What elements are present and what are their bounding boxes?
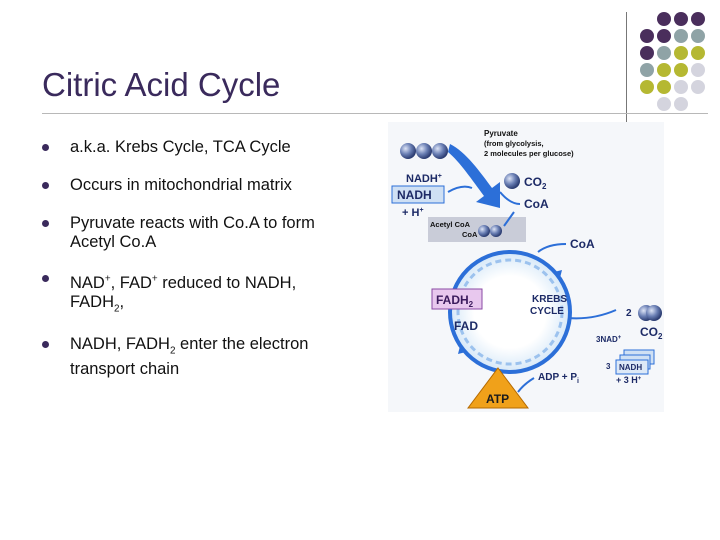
- decor-dot: [674, 80, 688, 94]
- co2-molecule: [504, 173, 520, 189]
- bullet-text-part: NADH, FADH: [70, 334, 170, 353]
- three-h-label: + 3 H+: [616, 375, 642, 385]
- co2-molecule: [646, 305, 662, 321]
- three-label: 3: [606, 362, 611, 371]
- bullet-text-part: Occurs in mitochondrial matrix: [70, 176, 292, 194]
- pyruvate-molecule: [432, 143, 448, 159]
- bullet-text-part: enter the electron transport chain: [70, 334, 309, 379]
- bullet-item: [42, 269, 352, 318]
- decor-dot: [691, 80, 705, 94]
- bullet-dot: [42, 144, 49, 151]
- krebs-label-1: KREBS: [532, 294, 568, 305]
- bullet-dot: [42, 220, 49, 227]
- nadh-plus-label: NADH+: [406, 173, 442, 185]
- decor-dot: [674, 97, 688, 111]
- decor-dot: [674, 29, 688, 43]
- fad-label: FAD: [454, 319, 478, 333]
- bullet-item: [42, 138, 352, 157]
- bullet-dot: [42, 275, 49, 282]
- decor-dot: [657, 46, 671, 60]
- two-label: 2: [626, 308, 632, 319]
- adp-label: ADP + $P_i$: [538, 372, 579, 385]
- pyruvate-label: Pyruvate: [484, 129, 518, 138]
- bullet-text-part: +: [104, 273, 111, 284]
- nadh-box-label: NADH: [397, 188, 432, 202]
- decor-dot: [640, 80, 654, 94]
- pyruvate-molecule: [416, 143, 432, 159]
- title-rule: [42, 113, 708, 114]
- bullet-item: [42, 335, 352, 379]
- h-plus-label: + H+: [402, 207, 424, 219]
- pyruvate-molecule: [400, 143, 416, 159]
- bullet-text-part: 2: [169, 345, 176, 357]
- bullet-list: [42, 138, 352, 379]
- decor-dot: [657, 29, 671, 43]
- bullet-text: [70, 214, 315, 251]
- decor-dot: [640, 29, 654, 43]
- acetyl-coa-sub-label: CoA: [462, 230, 478, 239]
- decor-dot: [674, 63, 688, 77]
- decor-dot: [640, 63, 654, 77]
- bullet-item: [42, 214, 352, 252]
- bullet-text: [70, 138, 291, 156]
- bullet-dot: [42, 182, 49, 189]
- nadh-stack-label: NADH: [619, 363, 643, 372]
- decor-dot: [657, 80, 671, 94]
- decor-dot: [674, 12, 688, 26]
- coa-right-label: CoA: [570, 237, 595, 251]
- krebs-cycle-svg: [388, 122, 664, 412]
- bullet-text-part: reduced to NADH, FADH: [70, 273, 297, 311]
- bullet-text-part: ,: [119, 292, 125, 311]
- decor-dot: [691, 46, 705, 60]
- acetyl-molecule: [478, 225, 490, 237]
- decor-dot: [691, 29, 705, 43]
- bullet-text-part: , FAD: [110, 273, 152, 292]
- decor-dot: [691, 63, 705, 77]
- bullet-text: [70, 273, 297, 314]
- bullet-text-part: +: [151, 273, 158, 284]
- decor-dot: [657, 63, 671, 77]
- bullet-text-part: NAD: [70, 273, 105, 292]
- pyruvate-note-2: 2 molecules per glucose): [484, 149, 574, 158]
- bullet-text: [70, 176, 292, 194]
- decor-dot: [691, 12, 705, 26]
- co2-right-label: $CO_2$: [640, 325, 663, 341]
- decor-dot: [674, 46, 688, 60]
- bullet-dot: [42, 341, 49, 348]
- slide-title: Citric Acid Cycle: [42, 66, 281, 103]
- coa-top-label: CoA: [524, 197, 549, 211]
- bullet-text: [70, 335, 308, 378]
- krebs-label-2: CYCLE: [530, 306, 564, 317]
- bullet-item: [42, 176, 352, 195]
- co2-top-label: $CO_2$: [524, 175, 547, 191]
- threenad-label: 3NAD+: [596, 335, 622, 344]
- fadh2-label: $FADH_2$: [436, 293, 474, 309]
- acetyl-coa-label: Acetyl CoA: [430, 220, 471, 229]
- decor-dot: [657, 12, 671, 26]
- decor-dot: [640, 46, 654, 60]
- pyruvate-note-1: (from glycolysis,: [484, 139, 544, 148]
- atp-label: ATP: [486, 392, 510, 406]
- krebs-cycle-diagram: [388, 122, 664, 412]
- decor-vertical-line: [626, 12, 627, 124]
- bullet-text-part: Pyruvate reacts with Co.A to form Acetyl Co.A: [70, 214, 315, 251]
- bullet-text-part: 2: [114, 302, 120, 314]
- decor-dot: [657, 97, 671, 111]
- bullet-text-part: a.k.a. Krebs Cycle, TCA Cycle: [70, 138, 291, 156]
- acetyl-molecule: [490, 225, 502, 237]
